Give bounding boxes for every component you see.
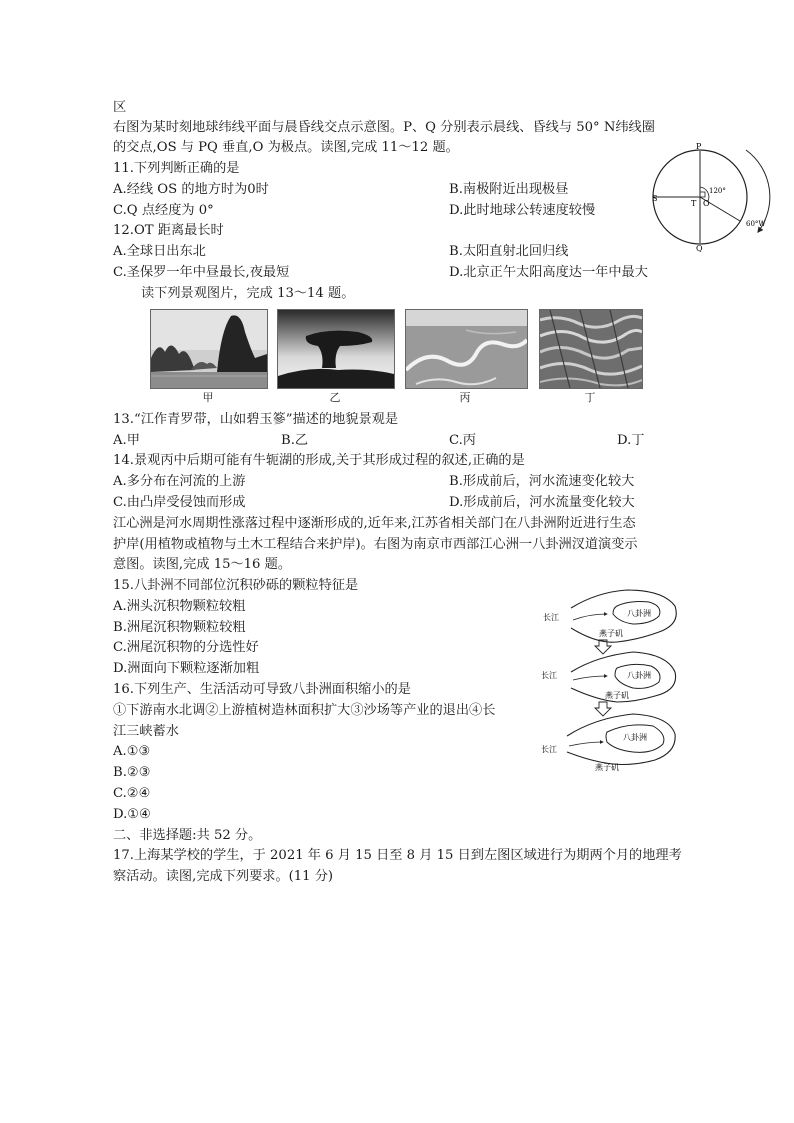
- photo-bing-meandering-river: [405, 309, 528, 389]
- q15-option-b: B.洲尾沉积物颗粒较粗: [113, 620, 246, 635]
- q13-option-a: A.甲: [113, 433, 140, 448]
- section-2-heading: 二、非选择题:共 52 分。: [113, 828, 262, 843]
- label-60w: 60°W: [746, 220, 766, 228]
- q16-statements-line-1: ①下游南水北调②上游植树造林面积扩大③沙场等产业的退出④长: [113, 703, 496, 718]
- river-stage-1: [543, 590, 676, 642]
- svg-text:长江: 长江: [541, 671, 557, 680]
- q15-option-a: A.洲头沉积物颗粒较粗: [113, 599, 246, 614]
- svg-text:八卦洲: 八卦洲: [627, 609, 651, 618]
- polar-view-diagram: [646, 140, 776, 252]
- q16-stem: 16.下列生产、生活活动可导致八卦洲面积缩小的是: [113, 682, 411, 697]
- intro-text-line-1: 右图为某时刻地球纬线平面与晨昏线交点示意图。P、Q 分别表示晨线、昏线与 50° N纬线圈: [113, 120, 655, 135]
- svg-text:燕子矶: 燕子矶: [605, 691, 629, 700]
- label-s: S: [652, 194, 658, 203]
- svg-text:长江: 长江: [541, 745, 557, 754]
- passage-line-3: 意图。读图,完成 15～16 题。: [113, 557, 292, 572]
- label-o: O: [703, 199, 710, 208]
- svg-text:八卦洲: 八卦洲: [627, 671, 651, 680]
- svg-text:燕子矶: 燕子矶: [595, 763, 619, 772]
- photo-intro: 读下列景观图片，完成 13～14 题。: [141, 286, 355, 301]
- q17-stem-line-2: 察活动。读图,完成下列要求。(11 分): [113, 869, 334, 884]
- q15-stem: 15.八卦洲不同部位沉积砂砾的颗粒特征是: [113, 578, 359, 593]
- q12-option-c: C.圣保罗一年中昼最长,夜最短: [113, 265, 290, 280]
- river-stage-3: [541, 714, 675, 772]
- caption-yi: 乙: [329, 391, 341, 404]
- river-stage-2: [541, 652, 676, 702]
- q13-option-d: D.丁: [617, 433, 645, 448]
- q16-option-d: D.①④: [113, 807, 151, 822]
- svg-text:燕子矶: 燕子矶: [599, 629, 623, 638]
- q15-option-c: C.洲尾沉积物的分选性好: [113, 640, 259, 655]
- label-t: T: [691, 199, 697, 208]
- q16-statements-line-2: 江三峡蓄水: [113, 724, 179, 739]
- q14-option-a: A.多分布在河流的上游: [113, 474, 246, 489]
- caption-bing: 丙: [459, 391, 471, 404]
- q16-option-c: C.②④: [113, 786, 151, 801]
- photo-ding-eroded-terrain: [539, 309, 643, 389]
- q13-option-b: B.乙: [281, 433, 309, 448]
- svg-text:八卦洲: 八卦洲: [623, 733, 647, 742]
- q14-option-d: D.形成前后，河水流量变化较大: [449, 495, 635, 510]
- q13-stem: 13.“江作青罗带，山如碧玉篸”描述的地貌景观是: [113, 412, 399, 427]
- q12-option-b: B.太阳直射北回归线: [449, 244, 569, 259]
- q14-option-b: B.形成前后，河水流速变化较大: [449, 474, 635, 489]
- svg-text:长江: 长江: [543, 613, 559, 622]
- passage-line-1: 江心洲是河水周期性涨落过程中逐渐形成的,近年来,江苏省相关部门在八卦洲附近进行生态: [113, 516, 636, 531]
- caption-jia: 甲: [202, 391, 214, 404]
- river-evolution-diagram: [537, 584, 687, 776]
- q13-option-c: C.丙: [449, 433, 476, 448]
- q11-option-b: B.南极附近出现极昼: [449, 182, 569, 197]
- stage-arrow-2: [595, 702, 611, 716]
- right-angle-mark: [700, 192, 705, 197]
- q15-option-d: D.洲面向下颗粒逐渐加粗: [113, 661, 260, 676]
- q17-stem-line-1: 17.上海某学校的学生，于 2021 年 6 月 15 日至 8 月 15 日到左图区域进行为期两个月的地理考: [113, 848, 682, 863]
- label-q: Q: [696, 244, 703, 252]
- q11-stem: 11.下列判断正确的是: [113, 161, 240, 176]
- intro-text-line-2: 的交点,OS 与 PQ 垂直,O 为极点。读图,完成 11～12 题。: [113, 140, 459, 155]
- photo-jia-karst: [150, 309, 268, 389]
- q11-option-d: D.此时地球公转速度较慢: [449, 203, 596, 218]
- q14-option-c: C.由凸岸受侵蚀而形成: [113, 495, 246, 510]
- passage-line-2: 护岸(用植物或植物与土木工程结合来护岸)。右图为南京市西部江心洲一八卦洲汊道演变示: [113, 537, 638, 552]
- q11-option-c: C.Q 点经度为 0°: [113, 203, 214, 218]
- label-p: P: [696, 142, 702, 151]
- label-angle: 120°: [709, 187, 726, 195]
- q16-option-a: A.①③: [113, 744, 151, 759]
- q16-option-b: B.②③: [113, 765, 151, 780]
- q11-option-a: A.经线 OS 的地方时为0时: [113, 182, 269, 197]
- region-label: 区: [113, 100, 127, 115]
- photo-yi-mushroom-rock: [277, 309, 395, 389]
- caption-ding: 丁: [584, 391, 596, 404]
- q12-option-a: A.全球日出东北: [113, 244, 206, 259]
- q12-option-d: D.北京正午太阳高度达一年中最大: [449, 265, 648, 280]
- q12-stem: 12.OT 距离最长时: [113, 223, 224, 238]
- q14-stem: 14.景观丙中后期可能有牛轭湖的形成,关于其形成过程的叙述,正确的是: [113, 453, 525, 468]
